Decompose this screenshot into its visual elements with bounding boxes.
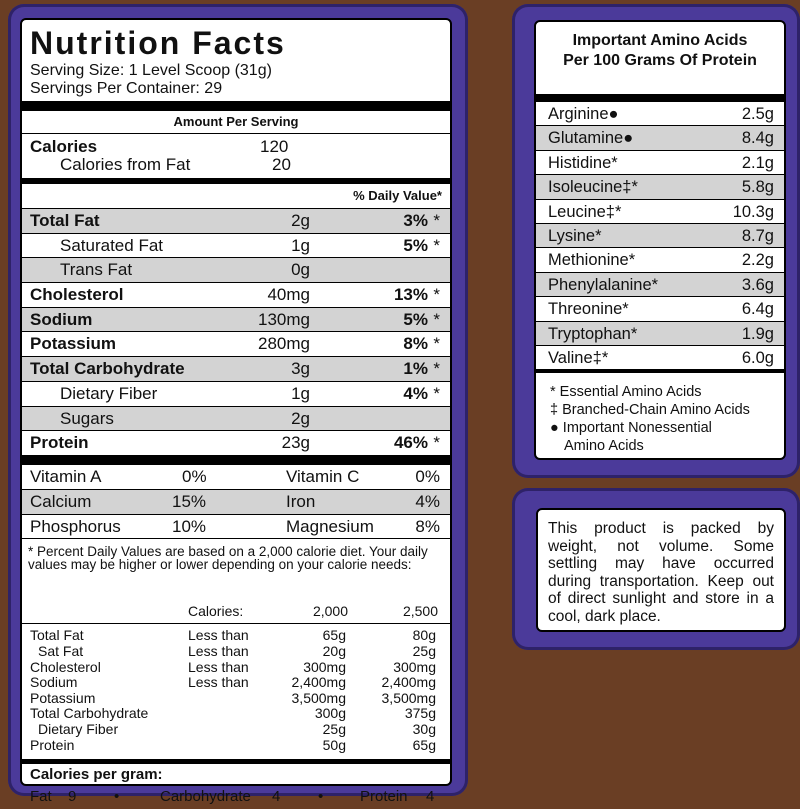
nutrient-percent: 3% (403, 211, 428, 230)
row-2000: 300mg (303, 658, 346, 675)
nutrient-amount: 0g (291, 260, 310, 280)
nutrient-name: Potassium (30, 334, 116, 354)
row-2500: 80g (412, 627, 436, 644)
row-2500: 300mg (393, 658, 436, 675)
nutrition-facts-panel (20, 18, 452, 806)
row-2000: 2,400mg (291, 674, 346, 691)
vitamin-name: Vitamin C (286, 466, 360, 486)
amino-row (536, 248, 784, 272)
calories-2500: 2,500 (402, 603, 438, 620)
nutrient-star: * (433, 285, 440, 305)
nutrient-name: Dietary Fiber (60, 383, 158, 403)
row-2500: 375g (404, 705, 436, 722)
amino-row (536, 224, 784, 248)
amino-name: Methionine* (548, 251, 636, 270)
nutrient-star: * (433, 359, 440, 379)
amino-acids-panel (534, 20, 786, 460)
daily-value-table (30, 604, 442, 753)
calories-per-gram (22, 759, 450, 809)
daily-value-table-row (30, 644, 442, 660)
nutrient-star: * (433, 334, 440, 354)
legend-nonessential-cont: Amino Acids (564, 438, 644, 455)
vitamin-row (22, 465, 450, 490)
nutrient-name: Saturated Fat (60, 235, 164, 255)
fat-value: 9 (68, 788, 77, 806)
nutrient-name: Total Carbohydrate (30, 359, 185, 379)
nutrient-row (22, 430, 450, 455)
nutrient-row (22, 307, 450, 332)
daily-value-header: % Daily Value* (22, 183, 450, 208)
daily-value-table-row (30, 722, 442, 738)
row-name: Protein (30, 736, 75, 753)
vitamin-row (22, 489, 450, 514)
row-condition: Less than (188, 627, 249, 644)
nutrient-amount: 1g (291, 383, 310, 403)
nutrient-amount: 40mg (267, 285, 310, 305)
row-name: Cholesterol (30, 658, 101, 675)
nutrient-name: Total Fat (30, 211, 100, 230)
daily-value-table-row (30, 660, 442, 676)
nutrient-star: * (433, 211, 440, 230)
row-name: Sodium (30, 674, 78, 691)
amino-value: 5.8g (741, 178, 774, 197)
nutrient-name: Protein (30, 433, 89, 453)
amino-value: 6.0g (741, 348, 774, 367)
daily-value-table-row (30, 738, 442, 754)
nutrient-percent: 5% (403, 309, 428, 329)
calories-fat-value: 20 (272, 155, 291, 174)
amino-value: 1.9g (741, 324, 774, 343)
row-2500: 65g (412, 736, 436, 753)
amino-title (536, 22, 784, 80)
amino-name: Threonine* (548, 300, 629, 319)
nutrient-amount: 2g (291, 211, 310, 230)
nutrient-percent: 4% (403, 383, 428, 403)
row-2500: 3,500mg (381, 689, 436, 706)
nutrient-name: Sugars (60, 408, 114, 428)
nutrient-star: * (433, 433, 440, 453)
packing-note-text: This product is packed by weight, not volume. Some settling may have occurred during transportation. Keep out of direct sunlight and store in a cool, dark place. (548, 520, 774, 625)
nutrient-percent: 8% (403, 334, 428, 354)
row-2000: 50g (322, 736, 346, 753)
row-2000: 20g (322, 642, 346, 659)
amino-value: 8.7g (741, 226, 774, 245)
nutrient-amount: 2g (291, 408, 310, 428)
row-2500: 25g (412, 642, 436, 659)
amino-row (536, 126, 784, 150)
row-2000: 25g (322, 720, 346, 737)
amino-row (536, 151, 784, 175)
row-2500: 30g (412, 720, 436, 737)
nutrient-row (22, 257, 450, 282)
vitamin-percent: 4% (415, 492, 440, 512)
amino-row (536, 346, 784, 370)
nutrient-star: * (433, 383, 440, 403)
row-name: Total Carbohydrate (30, 705, 149, 722)
nutrient-percent: 46% (393, 433, 428, 453)
daily-value-table-row (30, 675, 442, 691)
amino-row (536, 273, 784, 297)
daily-value-footnote: * Percent Daily Values are based on a 2,000 calorie diet. Your daily values may be higher or lower depending on your calorie needs: (22, 538, 450, 604)
amino-value: 2.1g (741, 153, 774, 172)
amino-row (536, 297, 784, 321)
nutrient-row (22, 406, 450, 431)
vitamin-percent: 15% (172, 492, 207, 512)
amino-name: Valine‡* (548, 348, 609, 367)
servings-per-container: Servings Per Container: 29 (30, 80, 223, 97)
amino-value: 3.6g (741, 275, 774, 294)
amino-table (536, 94, 784, 370)
vitamin-percent: 0% (415, 466, 440, 486)
vitamin-name: Phosphorus (30, 516, 121, 536)
divider-thick (22, 455, 450, 465)
amino-value: 2.2g (741, 251, 774, 270)
nutrition-title: Nutrition Facts (30, 25, 286, 61)
vitamin-name: Vitamin A (30, 466, 102, 486)
nutrient-row (22, 233, 450, 258)
daily-value-table-header (22, 604, 450, 624)
fat-label: Fat (30, 788, 52, 806)
nutrient-percent: 5% (403, 235, 428, 255)
row-2000: 300g (314, 705, 346, 722)
nutrient-row (22, 356, 450, 381)
amino-row (536, 175, 784, 199)
vitamin-name: Calcium (30, 492, 92, 512)
nutrient-row (22, 331, 450, 356)
nutrient-percent: 1% (403, 359, 428, 379)
vitamin-percent: 8% (415, 516, 440, 536)
protein-value: 4 (426, 788, 435, 806)
calories-per-gram-title: Calories per gram: (30, 766, 163, 784)
vitamin-row (22, 514, 450, 539)
legend-essential: * Essential Amino Acids (550, 384, 702, 401)
amino-value: 8.4g (741, 129, 774, 148)
bullet-icon: • (318, 788, 324, 806)
row-2000: 65g (322, 627, 346, 644)
amino-name: Lysine* (548, 226, 602, 245)
amino-name: Tryptophan* (548, 324, 638, 343)
row-condition: Less than (188, 658, 249, 675)
nutrient-percent: 13% (393, 285, 428, 305)
amino-legend (536, 369, 784, 455)
vitamin-percent: 10% (172, 516, 207, 536)
amino-name: Leucine‡* (548, 202, 622, 221)
legend-bcaa: ‡ Branched-Chain Amino Acids (550, 402, 750, 419)
vitamin-name: Magnesium (286, 516, 374, 536)
carb-value: 4 (272, 788, 281, 806)
amino-row (536, 322, 784, 346)
bullet-icon: • (114, 788, 120, 806)
calories-fat-label: Calories from Fat (60, 155, 191, 174)
serving-size: Serving Size: 1 Level Scoop (31g) (30, 62, 272, 79)
daily-value-table-row (30, 628, 442, 644)
row-2000: 3,500mg (291, 689, 346, 706)
row-name: Dietary Fiber (38, 720, 119, 737)
nutrient-amount: 3g (291, 359, 310, 379)
nutrient-amount: 280mg (258, 334, 310, 354)
amino-value: 2.5g (741, 105, 774, 123)
nutrient-row (22, 282, 450, 307)
amount-per-serving: Amount Per Serving (22, 111, 450, 134)
protein-label: Protein (360, 788, 408, 806)
calories-header-label: Calories: (188, 603, 244, 620)
legend-nonessential: ● Important Nonessential (550, 420, 712, 437)
calories-2000: 2,000 (312, 603, 348, 620)
amino-name: Isoleucine‡* (548, 178, 638, 197)
nutrient-name: Trans Fat (60, 260, 133, 280)
amino-value: 6.4g (741, 300, 774, 319)
amino-title-line2: Per 100 Grams Of Protein (563, 52, 757, 69)
row-condition: Less than (188, 642, 249, 659)
amino-name: Phenylalanine* (548, 275, 659, 294)
amino-name: Glutamine● (548, 129, 634, 148)
row-name: Total Fat (30, 627, 84, 644)
calories-value: 120 (260, 137, 289, 156)
nutrient-amount: 1g (291, 235, 310, 255)
amino-name: Histidine* (548, 153, 618, 172)
amino-row (536, 102, 784, 126)
calories-per-gram-line (30, 788, 442, 806)
nutrient-star: * (433, 235, 440, 255)
nutrient-amount: 23g (281, 433, 310, 453)
divider-thick (22, 101, 450, 111)
daily-value-table-row (30, 706, 442, 722)
nutrient-amount: 130mg (258, 309, 310, 329)
row-name: Potassium (30, 689, 96, 706)
nutrient-star: * (433, 309, 440, 329)
row-2500: 2,400mg (381, 674, 436, 691)
row-condition: Less than (188, 674, 249, 691)
vitamin-name: Iron (286, 492, 316, 512)
nutrient-row (22, 381, 450, 406)
packing-note-panel (536, 508, 786, 632)
carb-label: Carbohydrate (160, 788, 251, 806)
amino-row (536, 200, 784, 224)
vitamin-percent: 0% (182, 466, 207, 486)
amino-title-line1: Important Amino Acids (572, 32, 748, 49)
amino-value: 10.3g (732, 202, 774, 221)
nutrient-name: Sodium (30, 309, 93, 329)
nutrient-name: Cholesterol (30, 285, 124, 305)
nutrient-row (22, 208, 450, 233)
calories-block (30, 134, 442, 178)
row-name: Sat Fat (38, 642, 84, 659)
amino-name: Arginine● (548, 105, 619, 123)
daily-value-table-row (30, 691, 442, 707)
calories-label: Calories (30, 137, 98, 156)
